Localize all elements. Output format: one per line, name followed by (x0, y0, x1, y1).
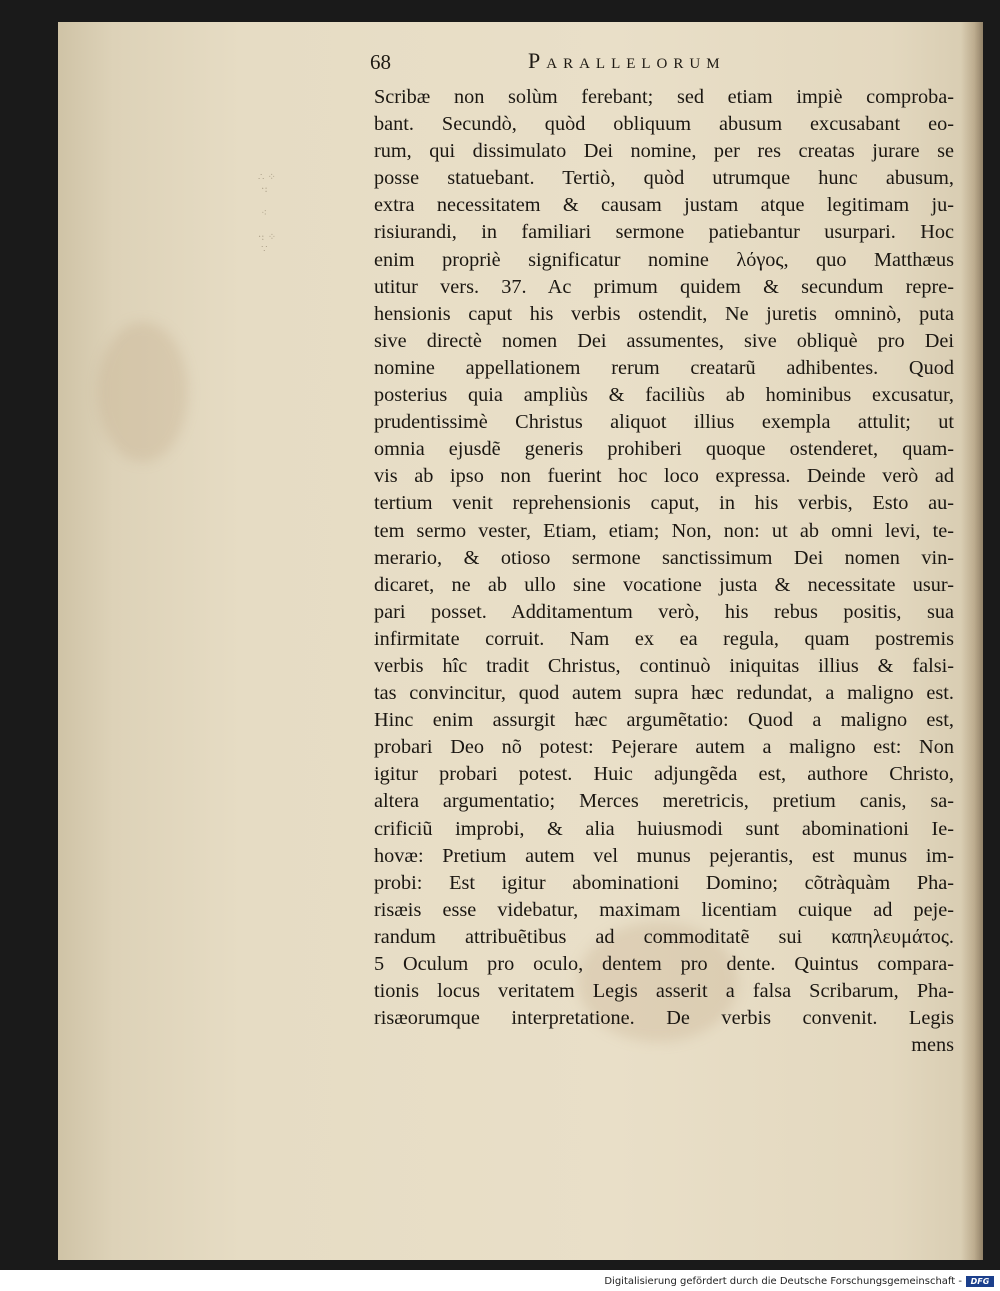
text-line: vis ab ipso non fuerint hoc loco expressa. Deinde verò ad (374, 465, 954, 488)
running-title: Parallelorum (528, 48, 726, 73)
text-line: tionis locus veritatem Legis asserit a falsa Scribarum, Pha- (374, 980, 954, 1003)
text-line: rum, qui dissimulato Dei nomine, per res creatas jurare se (374, 140, 954, 163)
marginal-marks: ∴ ⁘ ·: ⁖ ·: ⁘ ∵ (258, 172, 277, 255)
text-line: igitur probari potest. Huic adjungẽda est, authore Christo, (374, 763, 954, 786)
text-line: omnia ejusdẽ generis prohiberi quoque ostenderet, quam- (374, 438, 954, 461)
text-line: crificiũ improbi, & alia huiusmodi sunt abominationi Ie- (374, 817, 954, 840)
text-line: probari Deo nõ potest: Pejerare autem a maligno est: Non (374, 736, 954, 759)
text-line: Hinc enim assurgit hæc argumẽtatio: Quod a maligno est, (374, 709, 954, 732)
text-line: prudentissimè Christus aliquot illius exempla attulit; ut (374, 411, 954, 434)
text-line: risæorumque interpretatione. De verbis convenit. Legis (374, 1007, 954, 1030)
text-line: altera argumentatio; Merces meretricis, pretium canis, sa- (374, 790, 954, 813)
text-line: mens (911, 1034, 954, 1057)
text-line: nomine appellationem rerum creatarũ adhibentes. Quod (374, 356, 954, 379)
running-head (370, 48, 790, 78)
dfg-logo: DFG (966, 1276, 994, 1287)
text-line: probi: Est igitur abominationi Domino; cõtràquàm Pha- (374, 871, 954, 894)
body-text (374, 84, 954, 1059)
text-line: bant. Secundò, quòd obliquum abusum excusabant eo- (374, 113, 954, 136)
text-line: merario, & otioso sermone sanctissimum Dei nomen vin- (374, 546, 954, 569)
text-line: risæis esse videbatur, maximam licentiam cuique ad peje- (374, 898, 954, 921)
text-line: utitur vers. 37. Ac primum quidem & secundum repre- (374, 275, 954, 298)
paper-stain (98, 322, 188, 462)
text-line: tertium venit reprehensionis caput, in his verbis, Esto au- (374, 492, 954, 515)
text-line: posse statuebant. Tertiò, quòd utrumque hunc abusum, (374, 167, 954, 190)
text-line: sive directè nomen Dei assumentes, sive obliquè pro Dei (374, 329, 954, 352)
text-line: extra necessitatem & causam justam atque legitimam ju- (374, 194, 954, 217)
text-line: verbis hîc tradit Christus, continuò iniquitas illius & falsi- (374, 654, 954, 677)
digitization-credit: Digitalisierung gefördert durch die Deutsche Forschungsgemeinschaft - (604, 1276, 962, 1287)
text-line: tem sermo vester, Etiam, etiam; Non, non: ut ab omni levi, te- (374, 519, 954, 542)
text-line: randum attribuẽtibus ad commoditatẽ sui καπηλευμάτος. (374, 925, 954, 948)
text-line: dicaret, ne ab ullo sine vocatione justa & necessitate usur- (374, 573, 954, 596)
text-line: tas convincitur, quod autem supra hæc redundat, a maligno est. (374, 682, 954, 705)
text-line: infirmitate corruit. Nam ex ea regula, quam postremis (374, 627, 954, 650)
text-line: Scribæ non solùm ferebant; sed etiam impiè comproba- (374, 86, 954, 108)
text-line: 5 Oculum pro oculo, dentem pro dente. Quintus compara- (374, 953, 954, 975)
text-line: pari posset. Additamentum verò, his rebus positis, sua (374, 600, 954, 623)
text-line: hovæ: Pretium autem vel munus pejerantis, est munus im- (374, 844, 954, 867)
text-line: enim propriè significatur nomine λόγος, quo Matthæus (374, 248, 954, 271)
page-edge-shadow (961, 22, 983, 1260)
text-line: risiurandi, in familiari sermone patiebantur usurpari. Hoc (374, 221, 954, 244)
text-line: posterius quia ampliùs & faciliùs ab hominibus excusatur, (374, 384, 954, 407)
text-line: hensionis caput his verbis ostendit, Ne juretis omninò, puta (374, 302, 954, 325)
page-number: 68 (370, 50, 391, 74)
